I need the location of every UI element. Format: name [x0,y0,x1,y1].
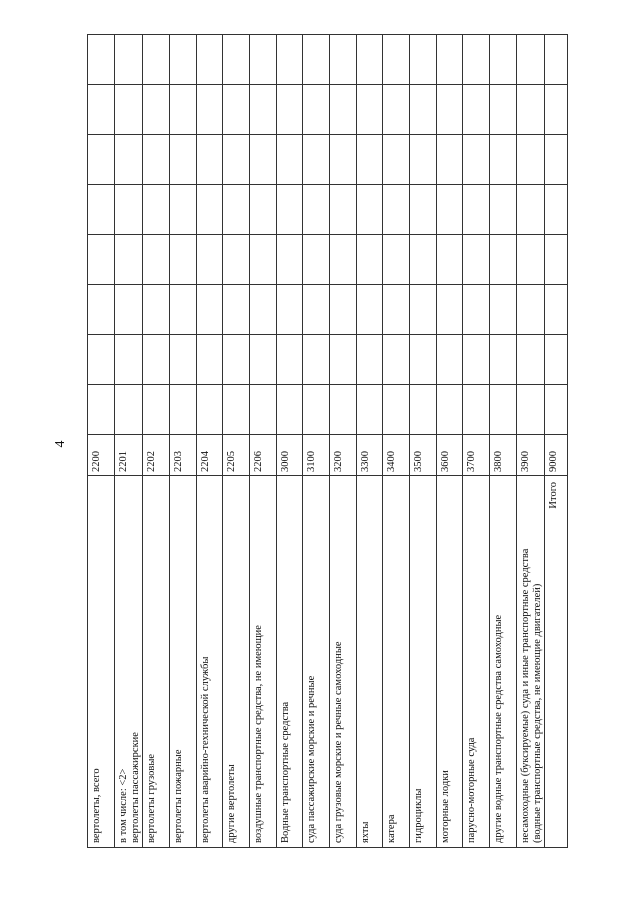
value-cell[interactable] [114,135,143,185]
value-cell[interactable] [409,85,436,135]
table-row [383,35,410,848]
value-cell[interactable] [249,385,276,435]
value-cell[interactable] [143,35,170,85]
value-cell[interactable] [436,135,463,185]
row-code: 3900 [516,435,545,476]
row-name: гидроциклы [412,788,424,843]
value-cell[interactable] [409,185,436,235]
value-cell[interactable] [143,385,170,435]
value-cell[interactable] [329,235,356,285]
table-row [516,35,545,848]
value-cell[interactable] [249,35,276,85]
row-name: моторные лодки [439,770,451,843]
table-row [196,35,223,848]
value-cell[interactable] [516,85,545,135]
value-cell[interactable] [489,335,516,385]
value-cell[interactable] [196,335,223,385]
value-cell[interactable] [196,385,223,435]
value-cell[interactable] [436,285,463,335]
value-cell[interactable] [409,35,436,85]
value-cell[interactable] [383,85,410,135]
row-name-cell [114,476,143,848]
row-code: 3400 [383,435,410,476]
value-cell[interactable] [196,235,223,285]
row-name-cell [409,476,436,848]
value-cell[interactable] [545,235,568,285]
value-cell[interactable] [276,85,303,135]
value-cell[interactable] [276,285,303,335]
value-cell[interactable] [489,385,516,435]
value-cell[interactable] [356,285,383,335]
row-name: другие вертолеты [226,764,238,843]
value-cell[interactable] [463,135,490,185]
value-cell[interactable] [170,35,197,85]
value-cell[interactable] [114,235,143,285]
value-cell[interactable] [516,385,545,435]
row-code: 3600 [436,435,463,476]
value-cell[interactable] [489,35,516,85]
value-cell[interactable] [114,35,143,85]
row-name: вертолеты пассажирские [129,732,141,843]
value-cell[interactable] [114,335,143,385]
row-name: (водные транспортные средства, не имеющие двигателей) [531,583,543,843]
value-cell[interactable] [276,135,303,185]
table-row [409,35,436,848]
value-cell[interactable] [223,135,250,185]
table-row [436,35,463,848]
value-cell[interactable] [329,135,356,185]
table-row [356,35,383,848]
row-name: вертолеты, всего [91,768,102,843]
value-cell[interactable] [170,235,197,285]
value-cell[interactable] [88,235,115,285]
row-code: 3500 [409,435,436,476]
value-cell[interactable] [463,235,490,285]
value-cell[interactable] [303,385,330,435]
row-name-cell [88,476,115,848]
row-name-cell [276,476,303,848]
value-cell[interactable] [196,85,223,135]
value-cell[interactable] [436,385,463,435]
value-cell[interactable] [409,335,436,385]
value-cell[interactable] [114,385,143,435]
value-cell[interactable] [383,185,410,235]
value-cell[interactable] [249,335,276,385]
row-name: катера [386,814,398,843]
value-cell[interactable] [545,35,568,85]
row-code: 2201 [114,435,143,476]
value-cell[interactable] [276,185,303,235]
value-cell[interactable] [329,385,356,435]
vehicle-register-table [87,35,568,848]
value-cell[interactable] [170,135,197,185]
row-name-cell [223,476,250,848]
value-cell[interactable] [88,35,115,85]
value-cell[interactable] [545,185,568,235]
row-name: в том числе: <2> [117,768,129,843]
register-table [87,34,568,848]
row-name-cell [196,476,223,848]
value-cell[interactable] [356,135,383,185]
value-cell[interactable] [303,185,330,235]
value-cell[interactable] [303,335,330,385]
value-cell[interactable] [463,385,490,435]
value-cell[interactable] [223,85,250,135]
row-name-cell [383,476,410,848]
value-cell[interactable] [196,35,223,85]
value-cell[interactable] [329,85,356,135]
value-cell[interactable] [489,235,516,285]
value-cell[interactable] [409,235,436,285]
value-cell[interactable] [356,185,383,235]
value-cell[interactable] [356,385,383,435]
value-cell[interactable] [303,85,330,135]
value-cell[interactable] [249,235,276,285]
value-cell[interactable] [143,335,170,385]
table-row [276,35,303,848]
value-cell[interactable] [303,135,330,185]
row-code: 2206 [249,435,276,476]
value-cell[interactable] [356,85,383,135]
row-code: 9000 [545,435,568,476]
row-name-cell [249,476,276,848]
value-cell[interactable] [88,385,115,435]
value-cell[interactable] [170,385,197,435]
value-cell[interactable] [463,185,490,235]
value-cell[interactable] [545,385,568,435]
value-cell[interactable] [516,185,545,235]
row-name-cell [329,476,356,848]
table-row [143,35,170,848]
value-cell[interactable] [196,135,223,185]
value-cell[interactable] [88,285,115,335]
value-cell[interactable] [170,335,197,385]
table-row [489,35,516,848]
total-label-cell [545,476,568,848]
row-code: 3100 [303,435,330,476]
value-cell[interactable] [545,135,568,185]
value-cell[interactable] [223,285,250,335]
value-cell[interactable] [356,335,383,385]
row-name: яхты [359,821,371,843]
page-number: 4 [53,440,68,448]
value-cell[interactable] [436,185,463,235]
value-cell[interactable] [223,385,250,435]
value-cell[interactable] [383,235,410,285]
table-row [303,35,330,848]
value-cell[interactable] [489,85,516,135]
value-cell[interactable] [88,335,115,385]
value-cell[interactable] [383,385,410,435]
value-cell[interactable] [516,135,545,185]
value-cell[interactable] [88,135,115,185]
row-name: Итого [548,482,560,509]
value-cell[interactable] [143,285,170,335]
value-cell[interactable] [276,35,303,85]
value-cell[interactable] [276,235,303,285]
row-name: вертолеты грузовые [146,753,158,843]
value-cell[interactable] [409,385,436,435]
row-name: воздушные транспортные средства, не имеющие [252,625,264,843]
row-name: Водные транспортные средства [279,701,291,843]
table-row [329,35,356,848]
value-cell[interactable] [223,335,250,385]
value-cell[interactable] [170,285,197,335]
value-cell[interactable] [249,185,276,235]
value-cell[interactable] [88,85,115,135]
value-cell[interactable] [463,35,490,85]
row-name: несамоходные (буксируемые) суда и иные транспортные средства [519,548,531,843]
value-cell[interactable] [143,185,170,235]
value-cell[interactable] [489,135,516,185]
value-cell[interactable] [223,185,250,235]
value-cell[interactable] [329,35,356,85]
value-cell[interactable] [196,185,223,235]
row-code: 2200 [88,435,115,476]
value-cell[interactable] [409,285,436,335]
value-cell[interactable] [170,185,197,235]
row-name-cell [516,476,545,848]
row-name-cell [463,476,490,848]
value-cell[interactable] [249,285,276,335]
value-cell[interactable] [516,35,545,85]
value-cell[interactable] [409,135,436,185]
value-cell[interactable] [276,335,303,385]
value-cell[interactable] [303,235,330,285]
table-row [249,35,276,848]
value-cell[interactable] [516,285,545,335]
value-cell[interactable] [463,335,490,385]
value-cell[interactable] [223,235,250,285]
value-cell[interactable] [383,335,410,385]
value-cell[interactable] [436,85,463,135]
value-cell[interactable] [436,235,463,285]
value-cell[interactable] [383,35,410,85]
row-name: парусно-моторные суда [466,737,478,843]
table-row [114,35,143,848]
row-name: вертолеты аварийно-технической службы [199,656,211,843]
value-cell[interactable] [303,35,330,85]
row-name-cell [436,476,463,848]
row-name: суда пассажирские морские и речные [306,675,318,843]
row-code: 2205 [223,435,250,476]
value-cell[interactable] [303,285,330,335]
row-name-cell [489,476,516,848]
value-cell[interactable] [143,235,170,285]
value-cell[interactable] [329,185,356,235]
row-name-cell [143,476,170,848]
value-cell[interactable] [489,185,516,235]
table-row [463,35,490,848]
value-cell[interactable] [545,85,568,135]
value-cell[interactable] [463,285,490,335]
value-cell[interactable] [356,35,383,85]
table-row [545,35,568,848]
value-cell[interactable] [170,85,197,135]
value-cell[interactable] [276,385,303,435]
row-name: вертолеты пожарные [173,749,185,843]
row-name: другие водные транспортные средства самоходные [492,614,504,843]
row-code: 3000 [276,435,303,476]
row-name-cell [170,476,197,848]
value-cell[interactable] [143,135,170,185]
value-cell[interactable] [516,235,545,285]
value-cell[interactable] [545,285,568,335]
value-cell[interactable] [516,335,545,385]
value-cell[interactable] [383,135,410,185]
table-row [88,35,115,848]
value-cell[interactable] [223,35,250,85]
row-name: суда грузовые морские и речные самоходные [332,641,344,843]
value-cell[interactable] [143,85,170,135]
row-code: 2204 [196,435,223,476]
value-cell[interactable] [196,285,223,335]
table-body [88,35,568,848]
row-code: 3200 [329,435,356,476]
row-code: 2203 [170,435,197,476]
value-cell[interactable] [88,185,115,235]
row-code: 2202 [143,435,170,476]
value-cell[interactable] [436,335,463,385]
row-code: 3700 [463,435,490,476]
value-cell[interactable] [329,335,356,385]
value-cell[interactable] [383,285,410,335]
value-cell[interactable] [249,85,276,135]
value-cell[interactable] [545,335,568,385]
value-cell[interactable] [356,235,383,285]
table-row [170,35,197,848]
row-code: 3800 [489,435,516,476]
value-cell[interactable] [463,85,490,135]
row-code: 3300 [356,435,383,476]
value-cell[interactable] [114,285,143,335]
row-name-cell [303,476,330,848]
value-cell[interactable] [489,285,516,335]
value-cell[interactable] [329,285,356,335]
row-name-cell [356,476,383,848]
table-row [223,35,250,848]
value-cell[interactable] [114,85,143,135]
value-cell[interactable] [249,135,276,185]
value-cell[interactable] [436,35,463,85]
value-cell[interactable] [114,185,143,235]
